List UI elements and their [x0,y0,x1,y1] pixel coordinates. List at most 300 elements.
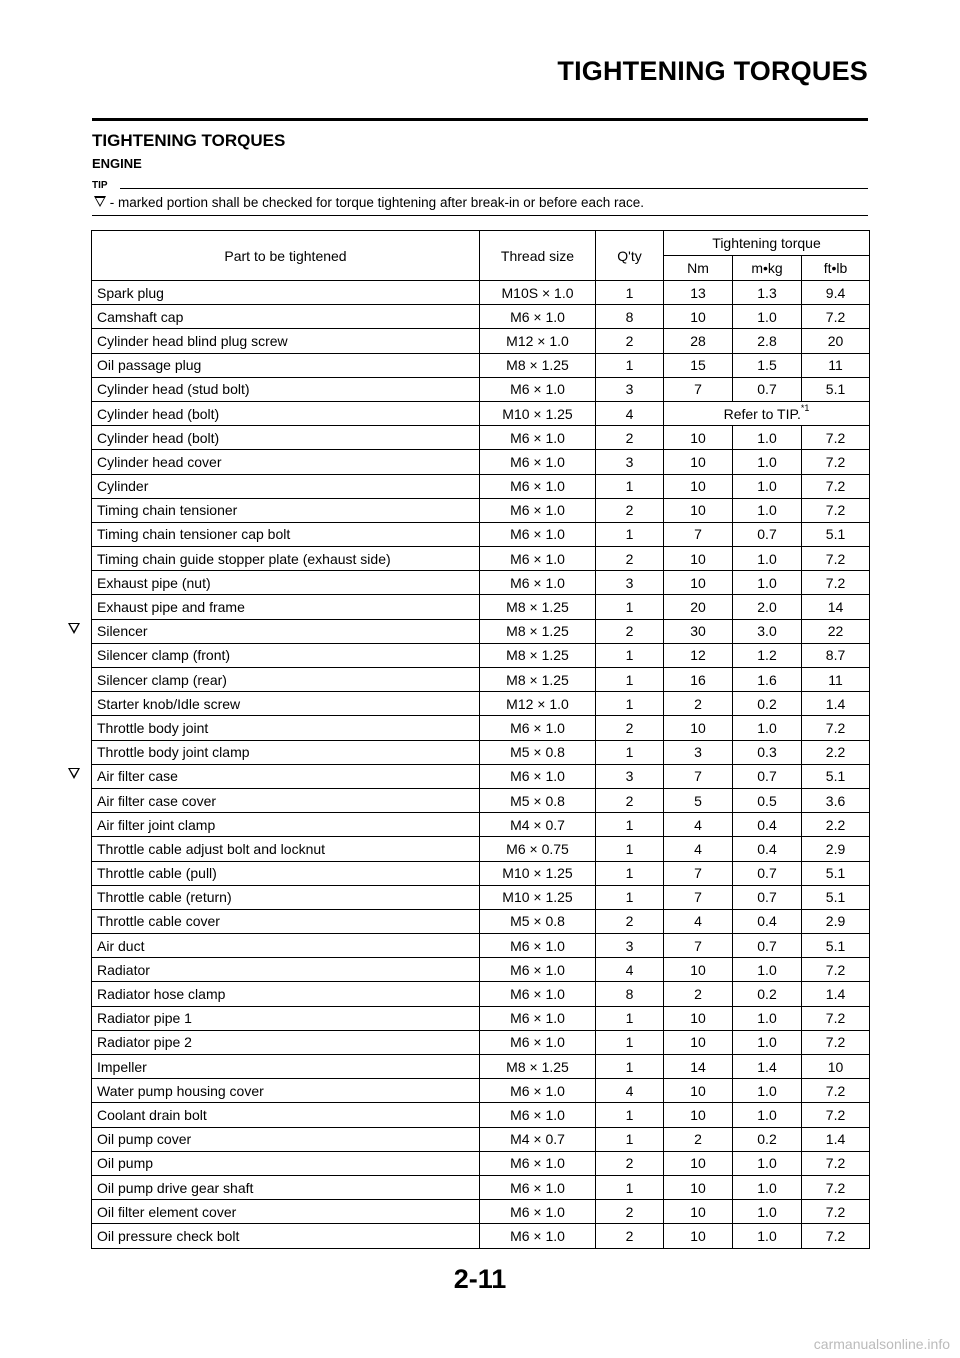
cell-part [92,958,480,982]
cell-nm: 10 [664,571,733,595]
cell-part [92,692,480,716]
cell-mkg: 1.0 [733,474,802,498]
cell-nm: 7 [664,764,733,788]
cell-thread: M6 × 1.0 [480,958,596,982]
cell-part [92,426,480,450]
cell-ftlb: 11 [802,353,870,377]
table-row [92,692,870,716]
cell-thread: M5 × 0.8 [480,740,596,764]
cell-nm: 10 [664,1151,733,1175]
table-row [92,498,870,522]
cell-qty: 1 [596,885,664,909]
tip-label: TIP [92,180,112,191]
cell-ftlb: 5.1 [802,934,870,958]
cell-mkg: 1.3 [733,281,802,305]
cell-part-text: Throttle cable adjust bolt and locknut [97,840,326,857]
cell-mkg: 0.7 [733,764,802,788]
cell-mkg: 1.0 [733,1175,802,1199]
cell-qty: 2 [596,1224,664,1248]
cell-thread: M8 × 1.25 [480,595,596,619]
cell-mkg: 1.0 [733,547,802,571]
cell-thread: M6 × 1.0 [480,305,596,329]
tip-rule-bottom [92,215,868,216]
table-row [92,1079,870,1103]
cell-mkg: 1.0 [733,450,802,474]
cell-mkg: 1.0 [733,716,802,740]
triangle-mark-icon [68,768,80,779]
cell-thread: M8 × 1.25 [480,1055,596,1079]
cell-part-text: Cylinder head (bolt) [97,429,220,446]
cell-thread: M6 × 1.0 [480,1006,596,1030]
cell-part-text: Camshaft cap [97,308,184,325]
cell-part-text: Air filter joint clamp [97,816,216,833]
cell-mkg: 1.0 [733,1079,802,1103]
cell-qty: 8 [596,305,664,329]
cell-nm: 2 [664,982,733,1006]
cell-thread: M6 × 1.0 [480,1103,596,1127]
cell-mkg: 1.2 [733,643,802,667]
cell-part [92,1079,480,1103]
cell-nm: 16 [664,668,733,692]
cell-mkg: 1.0 [733,426,802,450]
cell-part [92,1055,480,1079]
cell-part [92,522,480,546]
cell-part-text: Throttle cable (return) [97,889,232,906]
cell-qty: 1 [596,522,664,546]
cell-part-text: Oil pump drive gear shaft [97,1179,254,1196]
cell-part [92,837,480,861]
cell-part-text: Silencer clamp (rear) [97,671,227,688]
cell-thread: M10 × 1.25 [480,885,596,909]
cell-part-text: Impeller [97,1058,147,1075]
table-row [92,377,870,401]
cell-mkg: 0.2 [733,982,802,1006]
cell-mkg: 1.0 [733,958,802,982]
cell-qty: 1 [596,692,664,716]
cell-qty: 3 [596,764,664,788]
cell-part-text: Silencer [97,623,148,640]
table-row [92,329,870,353]
cell-part [92,329,480,353]
cell-qty: 2 [596,329,664,353]
cell-part [92,934,480,958]
cell-qty: 1 [596,1103,664,1127]
cell-mkg: 3.0 [733,619,802,643]
cell-qty: 4 [596,958,664,982]
cell-mkg: 0.7 [733,522,802,546]
cell-ftlb: 7.2 [802,1079,870,1103]
cell-part [92,764,480,788]
cell-nm: 20 [664,595,733,619]
cell-part-text: Cylinder [97,478,149,495]
cell-part-text: Air duct [97,937,145,954]
cell-part [92,1200,480,1224]
cell-ftlb: 7.2 [802,716,870,740]
cell-nm: 10 [664,958,733,982]
cell-thread: M6 × 1.0 [480,1030,596,1054]
cell-nm: 10 [664,1006,733,1030]
cell-mkg: 1.0 [733,571,802,595]
table-row [92,1224,870,1248]
cell-qty: 3 [596,450,664,474]
cell-qty: 1 [596,861,664,885]
cell-thread: M8 × 1.25 [480,619,596,643]
cell-qty: 1 [596,595,664,619]
cell-qty: 2 [596,619,664,643]
cell-qty: 3 [596,934,664,958]
table-row [92,426,870,450]
cell-ftlb: 7.2 [802,1224,870,1248]
header-nm: Nm [664,256,733,281]
cell-part-text: Silencer clamp (front) [97,647,231,664]
cell-nm: 10 [664,1079,733,1103]
cell-thread: M6 × 1.0 [480,1151,596,1175]
cell-part [92,474,480,498]
cell-nm: 2 [664,692,733,716]
cell-part [92,498,480,522]
table-row [92,522,870,546]
cell-part-text: Air filter case cover [97,792,217,809]
cell-qty: 2 [596,909,664,933]
cell-nm: 10 [664,305,733,329]
cell-qty: 1 [596,1055,664,1079]
cell-part [92,716,480,740]
cell-thread: M6 × 1.0 [480,1175,596,1199]
cell-thread: M6 × 1.0 [480,474,596,498]
cell-mkg: 1.0 [733,1200,802,1224]
cell-thread: M6 × 0.75 [480,837,596,861]
cell-part-text: Timing chain tensioner cap bolt [97,526,291,543]
cell-part [92,450,480,474]
cell-qty: 2 [596,426,664,450]
cell-part [92,1151,480,1175]
header-torque: Tightening torque [664,231,870,256]
cell-nm: 7 [664,934,733,958]
cell-ftlb: 8.7 [802,643,870,667]
tip-text-body: - marked portion shall be checked for torque tightening after break-in or before each race. [106,195,645,210]
cell-qty: 2 [596,498,664,522]
cell-mkg: 0.3 [733,740,802,764]
table-row [92,813,870,837]
cell-thread: M6 × 1.0 [480,982,596,1006]
cell-part-text: Timing chain guide stopper plate (exhaust side) [97,550,391,567]
table-row [92,788,870,812]
table-body [92,281,870,1249]
table-row [92,934,870,958]
cell-mkg: 0.4 [733,837,802,861]
cell-nm: 14 [664,1055,733,1079]
cell-part [92,571,480,595]
cell-nm: 7 [664,522,733,546]
cell-mkg: 0.7 [733,934,802,958]
cell-part [92,813,480,837]
cell-mkg: 0.5 [733,788,802,812]
cell-part-text: Starter knob/Idle screw [97,695,241,712]
cell-nm: 28 [664,329,733,353]
cell-part-text: Oil pump [97,1155,154,1172]
cell-part-text: Throttle body joint [97,719,209,736]
cell-note-text: Refer to TIP. [723,405,801,422]
header-part: Part to be tightened [92,231,480,281]
cell-mkg: 0.7 [733,377,802,401]
cell-part-text: Cylinder head blind plug screw [97,332,288,349]
cell-ftlb: 7.2 [802,305,870,329]
cell-ftlb: 7.2 [802,958,870,982]
cell-part-text: Air filter case [97,768,178,785]
cell-mkg: 1.0 [733,1030,802,1054]
cell-qty: 1 [596,643,664,667]
cell-thread: M6 × 1.0 [480,764,596,788]
cell-mkg: 1.4 [733,1055,802,1079]
cell-ftlb: 1.4 [802,692,870,716]
cell-nm: 10 [664,450,733,474]
cell-thread: M4 × 0.7 [480,813,596,837]
cell-ftlb: 2.9 [802,909,870,933]
cell-ftlb: 11 [802,668,870,692]
cell-mkg: 0.4 [733,909,802,933]
cell-part-text: Cylinder head (stud bolt) [97,381,250,398]
header-thread: Thread size [480,231,596,281]
cell-mkg: 2.0 [733,595,802,619]
cell-part [92,547,480,571]
cell-part [92,1127,480,1151]
cell-part [92,353,480,377]
cell-note-superscript: *1 [800,402,810,413]
cell-part [92,401,480,425]
cell-note [664,401,870,425]
cell-thread: M5 × 0.8 [480,788,596,812]
cell-part-text: Oil passage plug [97,357,202,374]
cell-qty: 1 [596,1175,664,1199]
cell-mkg: 0.4 [733,813,802,837]
cell-ftlb: 7.2 [802,1200,870,1224]
header-title: TIGHTENING TORQUES [557,56,868,86]
cell-mkg: 0.7 [733,861,802,885]
cell-thread: M6 × 1.0 [480,1079,596,1103]
cell-part [92,1103,480,1127]
cell-part-text: Coolant drain bolt [97,1106,207,1123]
cell-qty: 2 [596,716,664,740]
cell-part [92,1006,480,1030]
cell-part-text: Throttle cable (pull) [97,865,217,882]
cell-qty: 2 [596,788,664,812]
table-row [92,909,870,933]
cell-qty: 1 [596,837,664,861]
cell-part [92,909,480,933]
cell-mkg: 1.0 [733,1006,802,1030]
cell-part-text: Radiator pipe 1 [97,1010,192,1027]
cell-ftlb: 7.2 [802,547,870,571]
cell-nm: 10 [664,716,733,740]
cell-mkg: 1.6 [733,668,802,692]
cell-part-text: Cylinder head cover [97,453,222,470]
cell-ftlb: 7.2 [802,474,870,498]
cell-ftlb: 1.4 [802,1127,870,1151]
cell-qty: 4 [596,1079,664,1103]
cell-part [92,1224,480,1248]
cell-nm: 4 [664,837,733,861]
table-row [92,450,870,474]
cell-qty: 3 [596,377,664,401]
header-qty: Q'ty [596,231,664,281]
triangle-mark-icon [94,196,106,207]
tip-text [94,195,644,210]
table-row [92,595,870,619]
cell-qty: 1 [596,474,664,498]
cell-nm: 10 [664,474,733,498]
section-title: TIGHTENING TORQUES [92,131,286,150]
cell-part [92,619,480,643]
cell-part [92,377,480,401]
table-row [92,837,870,861]
cell-part [92,885,480,909]
cell-thread: M8 × 1.25 [480,353,596,377]
cell-nm: 13 [664,281,733,305]
cell-ftlb: 5.1 [802,377,870,401]
cell-thread: M8 × 1.25 [480,643,596,667]
tip-rule-top [120,188,868,189]
cell-qty: 1 [596,668,664,692]
cell-mkg: 2.8 [733,329,802,353]
cell-mkg: 1.0 [733,498,802,522]
cell-qty: 2 [596,547,664,571]
cell-part-text: Timing chain tensioner [97,502,238,519]
cell-nm: 7 [664,377,733,401]
cell-thread: M12 × 1.0 [480,692,596,716]
cell-thread: M6 × 1.0 [480,498,596,522]
subsection-title: ENGINE [92,156,142,171]
table-row [92,1103,870,1127]
header-rule [92,118,868,121]
cell-thread: M10 × 1.25 [480,401,596,425]
cell-ftlb: 5.1 [802,764,870,788]
cell-part-text: Exhaust pipe and frame [97,599,245,616]
cell-ftlb: 7.2 [802,1103,870,1127]
table-row [92,1006,870,1030]
cell-thread: M6 × 1.0 [480,934,596,958]
cell-mkg: 1.0 [733,1151,802,1175]
cell-ftlb: 5.1 [802,861,870,885]
header-ftlb: ft•lb [802,256,870,281]
cell-nm: 10 [664,1175,733,1199]
cell-part [92,1030,480,1054]
cell-thread: M6 × 1.0 [480,571,596,595]
cell-part [92,1175,480,1199]
cell-ftlb: 2.2 [802,740,870,764]
cell-nm: 10 [664,1200,733,1224]
table-row [92,1175,870,1199]
cell-ftlb: 7.2 [802,450,870,474]
cell-ftlb: 7.2 [802,1030,870,1054]
cell-ftlb: 3.6 [802,788,870,812]
cell-thread: M6 × 1.0 [480,1224,596,1248]
cell-thread: M6 × 1.0 [480,522,596,546]
cell-thread: M6 × 1.0 [480,1200,596,1224]
cell-thread: M6 × 1.0 [480,547,596,571]
table-row [92,1200,870,1224]
cell-part-text: Radiator [97,961,150,978]
page-number: 2-11 [453,1264,507,1294]
cell-nm: 10 [664,547,733,571]
table-row [92,571,870,595]
cell-qty: 4 [596,401,664,425]
cell-mkg: 0.2 [733,1127,802,1151]
cell-ftlb: 2.2 [802,813,870,837]
cell-qty: 8 [596,982,664,1006]
cell-nm: 2 [664,1127,733,1151]
cell-nm: 10 [664,1103,733,1127]
table-row [92,668,870,692]
cell-thread: M10 × 1.25 [480,861,596,885]
cell-ftlb: 10 [802,1055,870,1079]
cell-ftlb: 7.2 [802,426,870,450]
cell-mkg: 1.0 [733,1224,802,1248]
cell-mkg: 0.2 [733,692,802,716]
torque-table [91,230,870,1249]
table-row [92,305,870,329]
cell-ftlb: 5.1 [802,885,870,909]
cell-part-text: Oil pump cover [97,1131,192,1148]
cell-nm: 4 [664,813,733,837]
cell-thread: M5 × 0.8 [480,909,596,933]
cell-nm: 10 [664,498,733,522]
cell-nm: 5 [664,788,733,812]
table-row [92,474,870,498]
cell-part-text: Cylinder head (bolt) [97,405,220,422]
table-row [92,281,870,305]
cell-part-text: Throttle cable cover [97,913,220,930]
table-row [92,861,870,885]
cell-nm: 4 [664,909,733,933]
cell-thread: M6 × 1.0 [480,426,596,450]
cell-mkg: 1.5 [733,353,802,377]
cell-mkg: 0.7 [733,885,802,909]
table-row [92,740,870,764]
cell-ftlb: 20 [802,329,870,353]
cell-part [92,740,480,764]
cell-nm: 7 [664,885,733,909]
cell-thread: M4 × 0.7 [480,1127,596,1151]
cell-ftlb: 22 [802,619,870,643]
triangle-mark-icon [68,623,80,634]
cell-nm: 10 [664,1224,733,1248]
cell-ftlb: 7.2 [802,1175,870,1199]
cell-ftlb: 5.1 [802,522,870,546]
cell-ftlb: 7.2 [802,498,870,522]
table-row [92,401,870,425]
cell-ftlb: 7.2 [802,1151,870,1175]
cell-mkg: 1.0 [733,1103,802,1127]
cell-nm: 30 [664,619,733,643]
table-row [92,619,870,643]
cell-part-text: Water pump housing cover [97,1082,264,1099]
tip-box [92,180,868,218]
cell-part [92,643,480,667]
cell-nm: 10 [664,1030,733,1054]
cell-qty: 1 [596,813,664,837]
cell-ftlb: 7.2 [802,1006,870,1030]
table-row [92,982,870,1006]
cell-nm: 3 [664,740,733,764]
cell-part [92,305,480,329]
header-mkg: m•kg [733,256,802,281]
cell-thread: M6 × 1.0 [480,377,596,401]
cell-ftlb: 1.4 [802,982,870,1006]
table-row [92,958,870,982]
cell-part [92,595,480,619]
table-row [92,885,870,909]
cell-part-text: Throttle body joint clamp [97,744,250,761]
